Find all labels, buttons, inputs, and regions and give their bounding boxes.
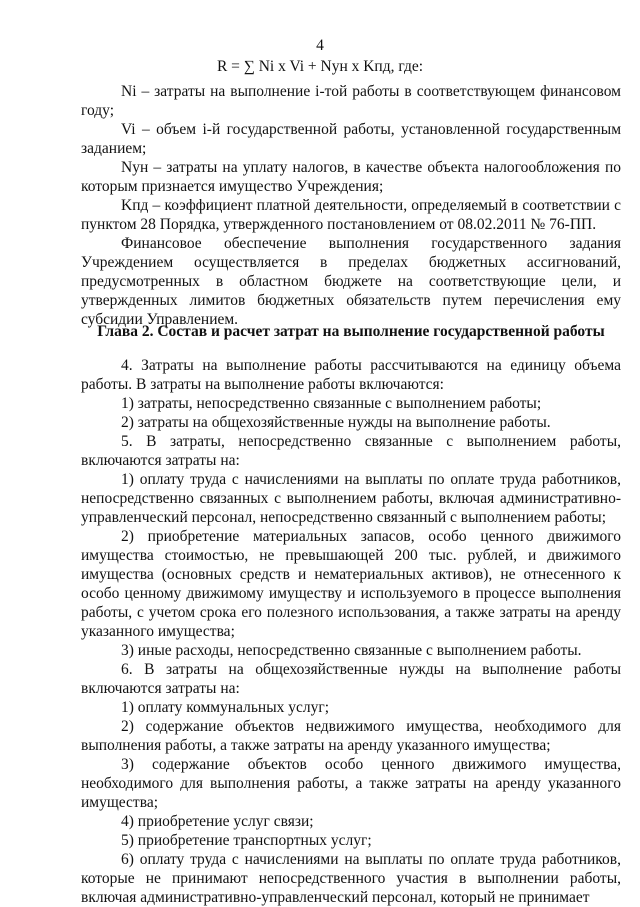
definition-ni: Ni – затраты на выполнение i-той работы в соответствующем финансовом году; [81,83,621,119]
list-item-5-2: 2) приобретение материальных запасов, особо ценного движимого имущества стоимостью, не превышающей 200 тыс. рублей, и движимого имущества (основных средств и нематериальных активов), не отнесенного к особо ценному движимому имуществу и используемого в процессе выполнения работы, с учетом срока его полезного использования, а также затраты на аренду указанного имущества; [81,528,621,640]
list-item-6-1: 1) оплату коммунальных услуг; [121,699,330,716]
chapter-2-body [81,356,621,907]
paragraph-5: 5. В затраты, непосредственно связанные с выполнением работы, включаются затраты на: [81,433,621,469]
list-item-6-5: 5) приобретение транспортных услуг; [121,832,372,849]
definition-vi: Vi – объем i-й государственной работы, установленной государственным заданием; [81,121,621,157]
list-item-5-1: 1) оплату труда с начислениями на выплаты по оплате труда работников, непосредственно связанных с выполнением работы, включая административно-управленческий персонал, непосредственно связанный с выполнением работы; [81,471,621,526]
list-item-4-1: 1) затраты, непосредственно связанные с выполнением работы; [121,395,542,412]
definition-kpd: Kпд – коэффициент платной деятельности, определяемый в соответствии с пунктом 28 Порядка, утвержденного постановлением от 08.02.2011 № 76-ПП. [81,197,621,233]
list-item-4-2: 2) затраты на общехозяйственные нужды на выполнение работы. [121,414,551,431]
paragraph-6: 6. В затраты на общехозяйственные нужды на выполнение работы включаются затраты на: [81,661,621,697]
list-item-5-3: 3) иные расходы, непосредственно связанные с выполнением работы. [121,642,582,659]
list-item-6-2: 2) содержание объектов недвижимого имущества, необходимого для выполнения работы, а также затраты на аренду указанного имущества; [81,718,621,754]
chapter-heading: Глава 2. Состав и расчет затрат на выполнение государственной работы [97,323,605,340]
cost-formula: R = ∑ Ni x Vi + Nyн x Kпд, где: [216,58,424,75]
list-item-6-3: 3) содержание объектов особо ценного движимого имущества, необходимого для выполнения работы, а также затраты на аренду указанного имущества; [81,756,621,811]
paragraph-4: 4. Затраты на выполнение работы рассчитываются на единицу объема работы. В затраты на выполнение работы включаются: [81,357,621,393]
list-item-6-6: 6) оплату труда с начислениями на выплаты по оплате труда работников, которые не принимают непосредственного участия в выполнении работы, включая административно-управленческий персонал, который не принимает [81,851,621,906]
list-item-6-4: 4) приобретение услуг связи; [121,813,314,830]
definition-nyn: Nyн – затраты на уплату налогов, в качестве объекта налогообложения по которым признается имущество Учреждения; [81,159,621,195]
page-number: 4 [316,37,324,54]
formula-definitions [81,82,621,329]
financing-paragraph: Финансовое обеспечение выполнения государственного задания Учреждением осуществляется в пределах бюджетных ассигнований, предусмотренных в областном бюджете на соответствующие цели, и утвержденных лимитов бюджетных обязательств путем перечисления ему субсидии Управлением. [81,235,621,328]
